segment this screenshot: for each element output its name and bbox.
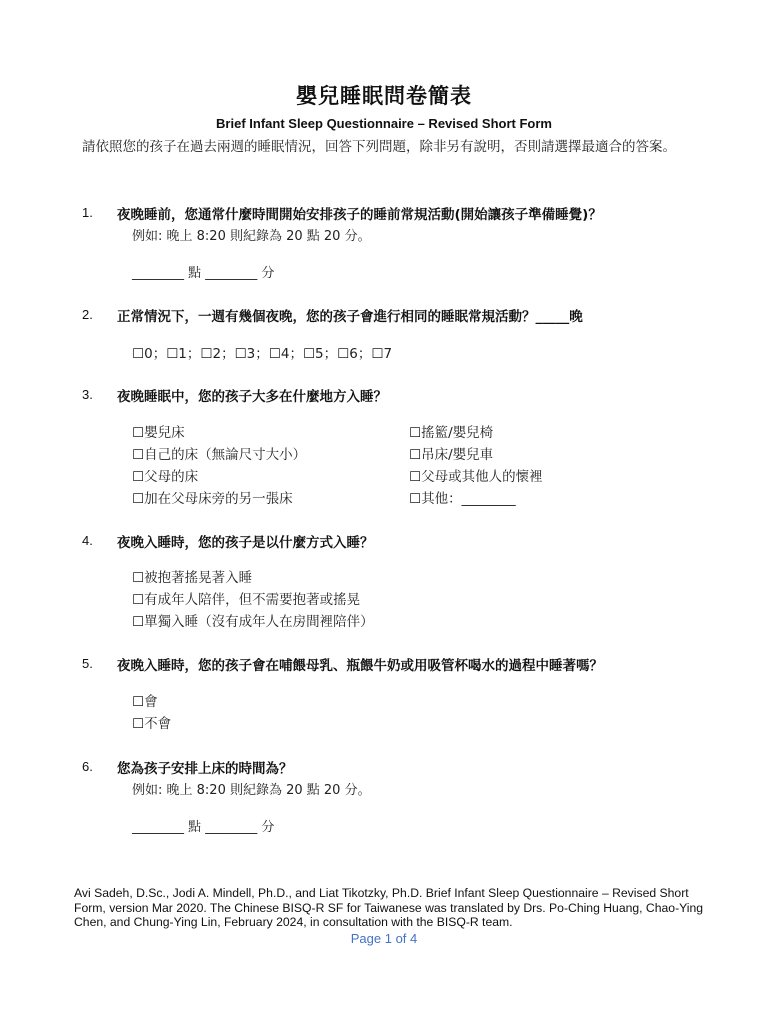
intro-text: 請依照您的孩子在過去兩週的睡眠情況，回答下列問題，除非另有說明，否則請選擇最適合的答案。 [82,139,676,155]
q4-option-adult-present[interactable]: ☐有成年人陪伴，但不需要抱著或搖晃 [132,592,361,608]
citation-footer: Avi Sadeh, D.Sc., Jodi A. Mindell, Ph.D., and Liat Tikotzky, Ph.D. Brief Infant Sleep Questionnaire – Revised Short Form, version Mar 2020. The Chinese BISQ-R SF for Taiwanese was translated by Drs. Po-Ching Huang, Chao-Ying Chen, and Chung-Ying Lin, February 2024, in consultation with the BISQ-R team. [74,886,704,929]
q1-text: 夜晚睡前，您通常什麼時間開始安排孩子的睡前常規活動(開始讓孩子準備睡覺)？ [117,207,602,223]
q3-number: 3. [82,387,93,402]
q5-number: 5. [82,656,93,671]
q2-text: 正常情況下，一週有幾個夜晚，您的孩子會進行相同的睡眠常規活動？_____晚 [117,309,583,325]
q6-number: 6. [82,759,93,774]
page-title: 嬰兒睡眠問卷簡表 [296,84,472,108]
q6-text: 您為孩子安排上床的時間為？ [117,761,293,777]
q5-option-yes[interactable]: ☐會 [132,694,158,710]
q3-option-cradle[interactable]: ☐搖籃/嬰兒椅 [409,425,494,441]
q3-text: 夜晚睡眠中，您的孩子大多在什麼地方入睡？ [117,389,387,405]
q6-example: 例如: 晚上 8:20 則紀錄為 20 點 20 分。 [132,783,371,798]
q2-options[interactable]: ☐0；☐1；☐2；☐3；☐4；☐5；☐6；☐7 [132,346,393,362]
page-subtitle: Brief Infant Sleep Questionnaire – Revised Short Form [216,116,552,131]
q3-option-parents-bed[interactable]: ☐父母的床 [132,469,199,485]
q3-option-sidecar-bed[interactable]: ☐加在父母床旁的另一張床 [132,491,293,507]
q5-option-no[interactable]: ☐不會 [132,716,172,732]
q3-option-crib[interactable]: ☐嬰兒床 [132,425,185,441]
q2-number: 2. [82,307,93,322]
q6-answer-field[interactable]: ________ 點 ________ 分 [132,820,275,835]
q4-option-rocked[interactable]: ☐被抱著搖晃著入睡 [132,570,253,586]
q4-number: 4. [82,533,93,548]
page-number: Page 1 of 4 [350,931,418,946]
q3-option-arms[interactable]: ☐父母或其他人的懷裡 [409,469,543,485]
q5-text: 夜晚入睡時，您的孩子會在哺餵母乳、瓶餵牛奶或用吸管杯喝水的過程中睡著嗎？ [117,658,603,674]
q3-option-other[interactable]: ☐其他：________ [409,491,516,507]
q3-option-hammock[interactable]: ☐吊床/嬰兒車 [409,447,494,463]
q1-number: 1. [82,205,93,220]
q4-text: 夜晚入睡時，您的孩子是以什麼方式入睡？ [117,535,374,551]
q1-example: 例如: 晚上 8:20 則紀錄為 20 點 20 分。 [132,229,371,244]
q3-option-own-bed[interactable]: ☐自己的床（無論尺寸大小） [132,447,307,463]
q1-answer-field[interactable]: ________ 點 ________ 分 [132,266,275,281]
q4-option-alone[interactable]: ☐單獨入睡（沒有成年人在房間裡陪伴） [132,614,374,630]
